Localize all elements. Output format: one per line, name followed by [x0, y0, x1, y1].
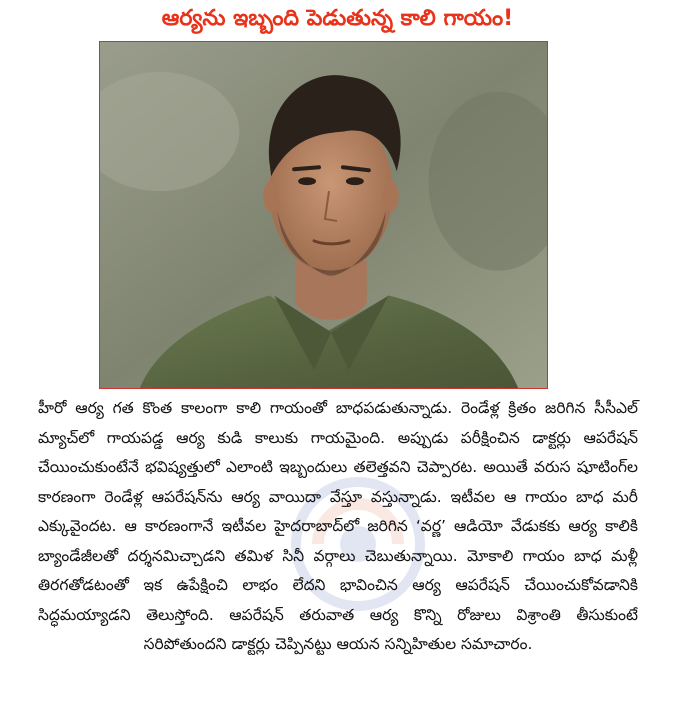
article-body: హీరో ఆర్య గత కొంత కాలంగా కాలి గాయంతో బాధపడుతున్నాడు. రెండేళ్ల క్రితం జరిగిన సీసీఎల్ మ్యాచ్‌లో గాయపడ్డ ఆర్య కుడి కాలుకు గాయమైంది. అప్పుడు పరీక్షించిన డాక్టర్లు ఆపరేషన్ చేయించుకుంటేనే భవిష్యత్తులో ఎలాంటి ఇబ్బందులు తలెత్తవని చెప్పారట. అయితే వరుస షూటింగ్‌ల కారణంగా రెండేళ్ల ఆపరేషన్‌ను ఆర్య వాయిదా వేస్తూ వస్తున్నాడు. ఇటీవల ఆ గాయం బాధ మరీ ఎక్కువైందట. ఆ కారణంగానే ఇటీవల హైదరాబాద్‌లో జరిగిన ‘వర్ణ’ ఆడియో వేడుకకు ఆర్య కాలికి బ్యాండేజీలతో దర్శనమిచ్చాడని తమిళ సినీ వర్గాలు చెబుతున్నాయి. మోకాలి గాయం బాధ మళ్లీ తిరగతోడటంతో ఇక ఉపేక్షించి లాభం లేదని భావించిన ఆర్య ఆపరేషన్ చేయించుకోవడానికి సిద్ధమయ్యాడని తెలుస్తోంది. ఆపరేషన్ తరువాత ఆర్య కొన్ని రోజులు విశ్రాంతి తీసుకుంటే సరిపోతుందని డాక్టర్లు చెప్పినట్టు ఆయన సన్నిహితుల సమాచారం. [38, 399, 638, 653]
portrait-image [100, 42, 547, 388]
article-section [38, 394, 638, 712]
article-photo [99, 41, 548, 389]
article-headline: ఆర్యను ఇబ్బంది పెడుతున్న కాలి గాయం! [161, 6, 514, 31]
